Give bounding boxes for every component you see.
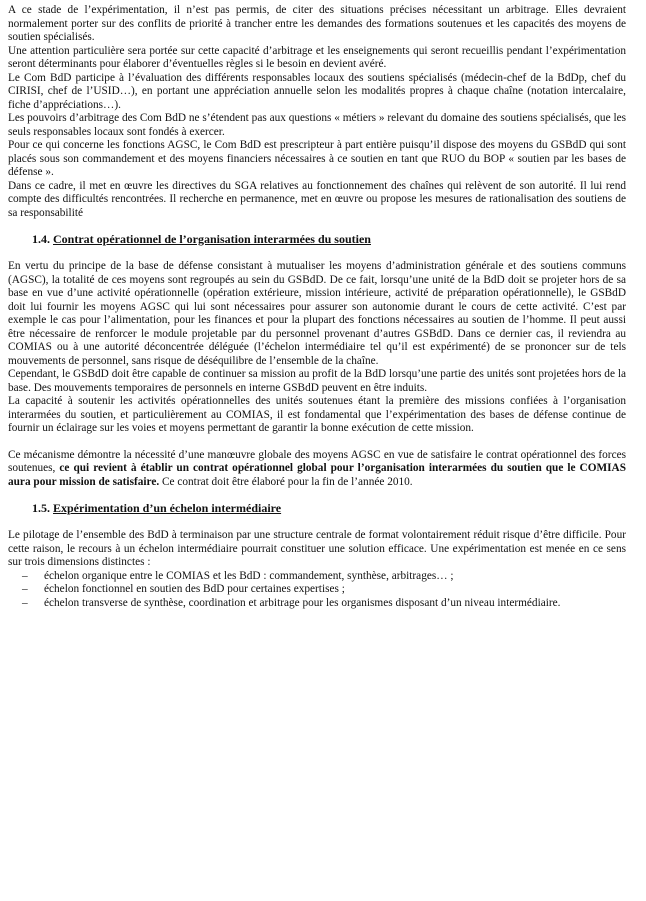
emphasis-text: ce qui revient à établir un contrat opérationnel global pour l’organisation interarmées du soutien que le COMIAS aura pour mission de satisfaire. [8, 462, 627, 488]
dimension-list [8, 570, 626, 611]
section-title: Contrat opérationnel de l’organisation interarmées du soutien [53, 232, 371, 246]
section-heading-1-4 [32, 232, 626, 246]
dash-bullet: – [22, 569, 28, 582]
section-1-5-paragraph: Le pilotage de l’ensemble des BdD à terminaison par une structure centrale de format volontairement réduit risque d’être difficile. Pour cette raison, le recours à un échelon intermédiaire pourrait constituer une solution efficace. Une expérimentation est menée en ce sens sur trois dimensions distinctes : [8, 529, 626, 568]
section-number: 1.4. [32, 232, 50, 246]
list-item-text: échelon fonctionnel en soutien des BdD pour certaines expertises ; [44, 583, 345, 595]
section-1-4-paragraph-4 [8, 449, 626, 490]
list-item-text: échelon transverse de synthèse, coordination et arbitrage pour les organismes disposant d’un niveau intermédiaire. [44, 596, 561, 609]
list-item [22, 583, 626, 597]
intro-paragraph-6: Dans ce cadre, il met en œuvre les directives du SGA relatives au fonctionnement des chaînes qui relèvent de son autorité. Il lui rend compte des difficultés rencontrées. Il recherche en permanence, met en œuvre ou propose les mesures de rationalisation des soutiens de sa responsabilité [8, 179, 626, 219]
paragraph-text-end: Ce contrat doit être élaboré pour la fin de l’année 2010. [159, 475, 413, 488]
intro-paragraph-1: A ce stade de l’expérimentation, il n’est pas permis, de citer des situations précises nécessitant un arbitrage. Elles devraient normalement porter sur des conflits de priorité à trancher entre les demandes des formations soutenues et les capacités des moyens de soutien spécialisés. [8, 4, 626, 43]
paragraph-text: Ce mécanisme démontre la nécessité d’une manœuvre globale des moyens AGSC en vue de satisfaire le contrat opérationnel des forces soutenues, [8, 448, 626, 474]
list-item [22, 596, 626, 611]
section-1-4-paragraph-2: Cependant, le GSBdD doit être capable de continuer sa mission au profit de la BdD lorsqu’une partie des unités sont projetées hors de la base. Des mouvements temporaires de personnels en interne GSBdD peuvent en être induits. [8, 368, 626, 394]
section-title: Expérimentation d’un échelon intermédiaire [53, 501, 282, 515]
list-item [22, 569, 626, 584]
section-1-4-paragraph-3: La capacité à soutenir les activités opérationnelles des unités soutenues étant la première des missions confiées à l’organisation interarmées du soutien, et particulièrement au COMIAS, il est fondamental que l’expérimentation des bases de défense continue de fournir un éclairage sur les voies et moyens permettant de garantir la bonne exécution de cette mission. [8, 395, 626, 434]
paragraph-spacer [8, 436, 626, 449]
dash-bullet: – [22, 596, 28, 609]
list-item-text: échelon organique entre le COMIAS et les BdD : commandement, synthèse, arbitrages… ; [44, 569, 454, 582]
intro-paragraph-4: Les pouvoirs d’arbitrage des Com BdD ne s’étendent pas aux questions « métiers » relevant du domaine des soutiens spécialisés, que les seuls responsables locaux sont fondés à exercer. [8, 112, 626, 138]
intro-paragraph-2: Une attention particulière sera portée sur cette capacité d’arbitrage et les enseignements qui seront recueillis pendant l’expérimentation seront déterminants pour élaborer d’éventuelles règles si le besoin en devient avéré. [8, 44, 626, 70]
dash-bullet: – [22, 583, 28, 595]
section-heading-1-5 [32, 501, 626, 515]
section-number: 1.5. [32, 501, 50, 515]
intro-paragraph-5: Pour ce qui concerne les fonctions AGSC, le Com BdD est prescripteur à part entière puisqu’il dispose des moyens du GSBdD qui sont placés sous son commandement et des moyens financiers nécessaires à ce soutien en tant que RUO du BOP « soutien par les bases de défense ». [8, 139, 626, 178]
intro-paragraph-3: Le Com BdD participe à l’évaluation des différents responsables locaux des soutiens spécialisés (médecin-chef de la BdDp, chef du CIRISI, chef de l’USID…), en portant une appréciation annuelle selon les modalités propres à chaque chaîne (notation intercalaire, fiche d’appréciations…). [8, 71, 626, 111]
section-1-4-paragraph-1: En vertu du principe de la base de défense consistant à mutualiser les moyens d’administration générale et des soutiens communs (AGSC), la totalité de ces moyens sont regroupés au sein du GSBdD. De ce fait, lorsqu’une unité de la BdD doit se projeter hors de sa base en vue d’une activité opérationnelle (opération extérieure, mission intérieure, activité de préparation opérationnelle), le GSBdD doit lui fournir les moyens AGSC qui lui sont nécessaires pour assurer son autonomie durant le cours de cette activité. C’est par exemple le cas pour l’alimentation, pour les finances et pour la plupart des fonctions nécessaires au soutien de l’homme. Il peut aussi être nécessaire de renforcer le module projetable par du personnel provenant d’autres GSBdD. Dans ce dernier cas, il reviendra au COMIAS ou à une autorité déconcentrée déléguée (l’échelon intermédiaire tel qu’il est expérimenté) de se prononcer sur de tels mouvements de personnel, sans risque de déséquilibre de l’ensemble de la chaîne. [8, 260, 626, 367]
